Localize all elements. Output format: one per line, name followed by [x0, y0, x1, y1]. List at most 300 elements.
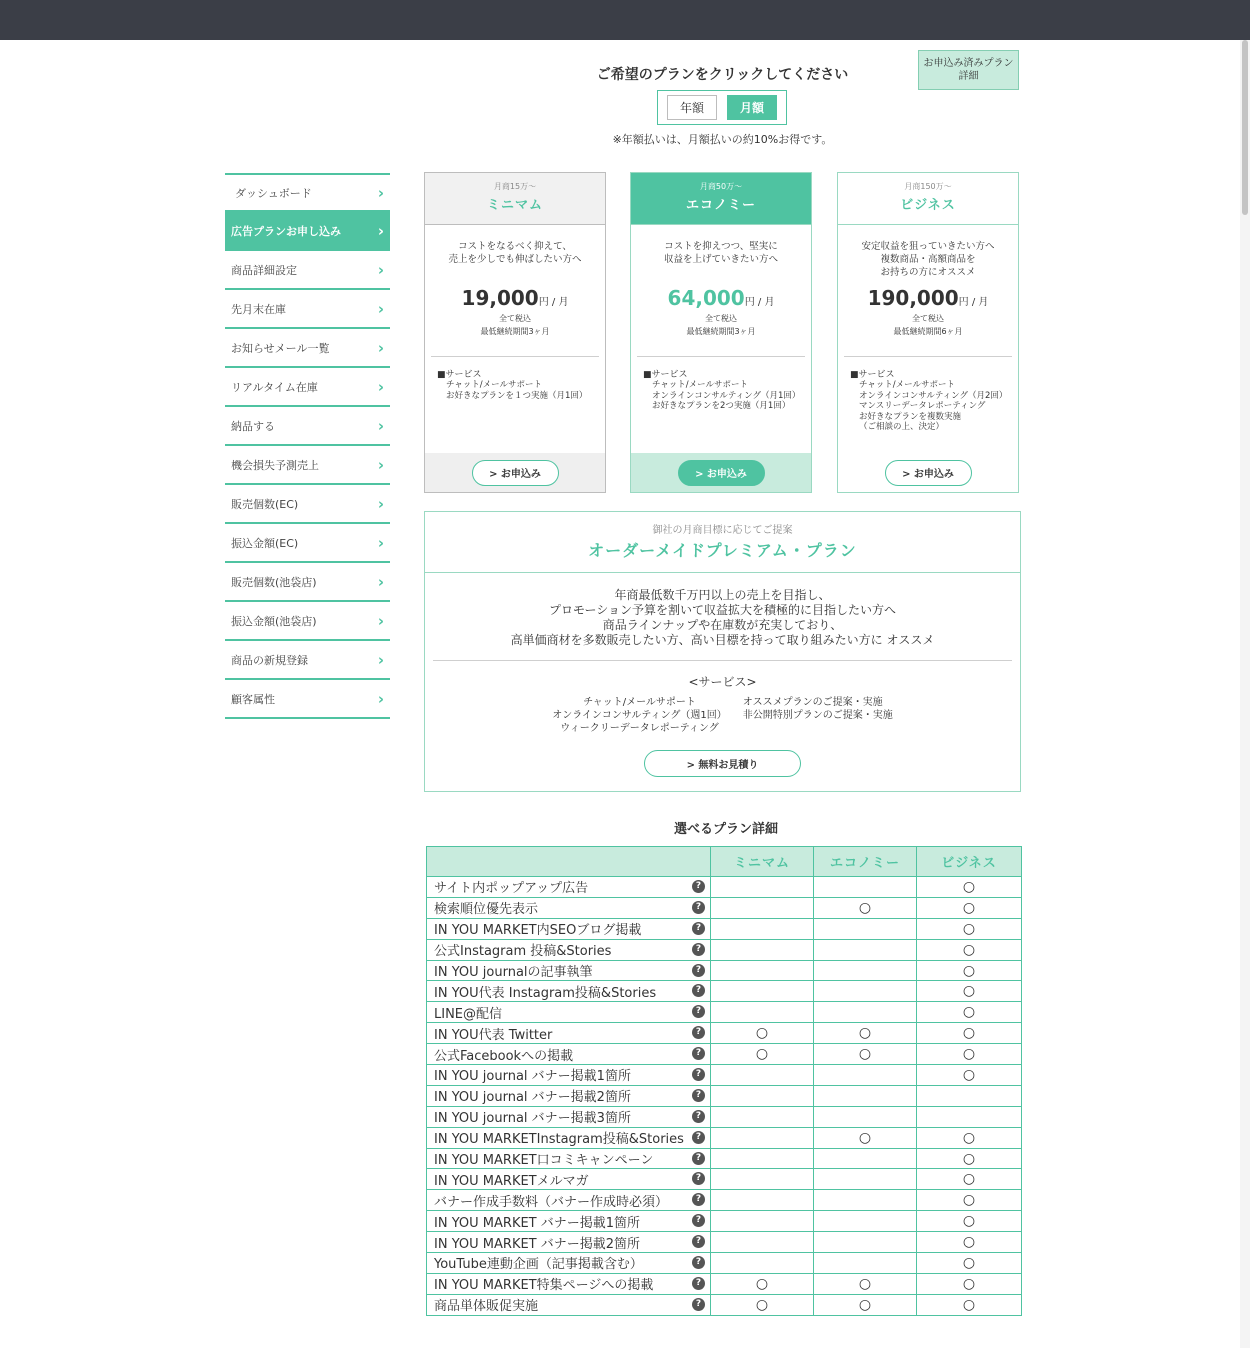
- feature-cell: [427, 918, 711, 939]
- applied-button-line-2: 詳細: [958, 71, 979, 82]
- availability-cell-economy: [814, 1044, 917, 1065]
- plan-name: ビジネス: [900, 198, 956, 213]
- sidebar-item[interactable]: [225, 290, 390, 329]
- table-row: [427, 939, 1022, 960]
- apply-button[interactable]: > お申込み: [678, 460, 765, 486]
- table-row: [427, 1106, 1022, 1127]
- help-icon[interactable]: ?: [692, 1298, 705, 1311]
- feature-label: LINE@配信: [434, 1006, 503, 1022]
- availability-cell-economy: [814, 1273, 917, 1294]
- availability-cell-minimum: [711, 1002, 814, 1023]
- plan-tax-info: [631, 312, 811, 338]
- feature-cell: [427, 939, 711, 960]
- plan-desc-line: コストを抑えつつ、堅実に: [664, 241, 778, 252]
- availability-cell-economy: [814, 1106, 917, 1127]
- included-mark: ○: [962, 983, 976, 1000]
- included-mark: ○: [962, 1234, 976, 1251]
- plan-service-item: マンスリーデータレポーティング: [859, 401, 986, 411]
- feature-cell: [427, 981, 711, 1002]
- sidebar-item-label: 広告プランお申し込み: [231, 224, 341, 238]
- feature-label: IN YOU代表 Instagram投稿&Stories: [434, 985, 657, 1001]
- table-row: [427, 1002, 1022, 1023]
- feature-cell: [427, 1106, 711, 1127]
- availability-cell-economy: [814, 1002, 917, 1023]
- availability-cell-minimum: [711, 897, 814, 918]
- help-icon[interactable]: ?: [692, 1047, 705, 1060]
- availability-cell-minimum: [711, 1273, 814, 1294]
- included-mark: ○: [962, 1046, 976, 1063]
- apply-button[interactable]: > お申込み: [472, 460, 559, 486]
- table-header-business: ビジネス: [917, 847, 1022, 877]
- feature-label: YouTube連動企画（記事掲載含む）: [434, 1257, 643, 1273]
- help-icon[interactable]: ?: [692, 984, 705, 997]
- feature-label: IN YOU journal バナー掲載3箇所: [434, 1111, 631, 1127]
- help-icon[interactable]: ?: [692, 1193, 705, 1206]
- premium-desc-line: 高単価商材を多数販売したい方、高い目標を持って取り組みたい方に オススメ: [510, 633, 935, 647]
- premium-services-col1: [552, 696, 727, 735]
- premium-service-item: オンラインコンサルティング（週1回）: [552, 710, 727, 721]
- help-icon[interactable]: ?: [692, 1068, 705, 1081]
- included-mark: ○: [962, 1004, 976, 1021]
- availability-cell-business: [917, 960, 1022, 981]
- availability-cell-economy: [814, 939, 917, 960]
- applied-button-line-1: お申込み済みプラン: [923, 58, 1014, 69]
- table-row: [427, 1044, 1022, 1065]
- sidebar-item[interactable]: [225, 173, 390, 212]
- availability-cell-economy: [814, 1169, 917, 1190]
- sidebar-item[interactable]: [225, 446, 390, 485]
- availability-cell-economy: [814, 897, 917, 918]
- sidebar-item-label: 商品の新規登録: [231, 653, 308, 667]
- plan-service-item: （ご相談の上、決定）: [859, 422, 945, 432]
- availability-cell-economy: [814, 960, 917, 981]
- availability-cell-business: [917, 1085, 1022, 1106]
- help-icon[interactable]: ?: [692, 1110, 705, 1123]
- plan-desc-line: 売上を少しでも伸ばしたい方へ: [448, 254, 582, 265]
- help-icon[interactable]: ?: [692, 1277, 705, 1290]
- plan-revenue-range: 月商150万〜: [904, 182, 952, 191]
- toggle-monthly[interactable]: 月額: [727, 95, 777, 120]
- availability-cell-economy: [814, 1065, 917, 1086]
- availability-cell-minimum: [711, 1211, 814, 1232]
- plan-card-business[interactable]: [837, 172, 1019, 493]
- feature-cell: [427, 1023, 711, 1044]
- sidebar-item-label: お知らせメール一覧: [231, 341, 330, 355]
- feature-cell: [427, 1253, 711, 1274]
- premium-desc-line: プロモーション予算を割いて収益拡大を積極的に目指したい方へ: [548, 603, 897, 617]
- plan-desc-line: お持ちの方にオススメ: [880, 267, 976, 278]
- plan-service-item: チャット/メールサポート: [859, 380, 955, 390]
- availability-cell-economy: [814, 1127, 917, 1148]
- included-mark: ○: [962, 1275, 976, 1292]
- applied-plan-details-button[interactable]: [918, 50, 1019, 90]
- help-icon[interactable]: ?: [692, 1005, 705, 1018]
- table-row: [427, 877, 1022, 898]
- sidebar-item-label: 先月末在庫: [231, 302, 286, 316]
- scrollbar-thumb[interactable]: [1242, 40, 1248, 215]
- included-mark: ○: [962, 1025, 976, 1042]
- help-icon[interactable]: ?: [692, 1131, 705, 1144]
- availability-cell-minimum: [711, 1148, 814, 1169]
- chevron-right-icon: ›: [377, 338, 384, 357]
- table-row: [427, 1253, 1022, 1274]
- table-row: [427, 960, 1022, 981]
- availability-cell-business: [917, 1065, 1022, 1086]
- plan-service-list: [437, 380, 605, 401]
- feature-cell: [427, 897, 711, 918]
- availability-cell-minimum: [711, 1190, 814, 1211]
- sidebar-item-label: 振込金額(EC): [231, 536, 299, 550]
- included-mark: ○: [962, 962, 976, 979]
- table-header-economy: エコノミー: [814, 847, 917, 877]
- sidebar-item-label: 販売個数(池袋店): [231, 575, 317, 589]
- sidebar-item[interactable]: [225, 602, 390, 641]
- sidebar-nav: [225, 173, 390, 719]
- availability-cell-minimum: [711, 1169, 814, 1190]
- included-mark: ○: [962, 920, 976, 937]
- chevron-right-icon: ›: [377, 416, 384, 435]
- availability-cell-minimum: [711, 1023, 814, 1044]
- feature-cell: [427, 1169, 711, 1190]
- plan-price-unit: 円 / 月: [744, 297, 775, 308]
- availability-cell-business: [917, 1127, 1022, 1148]
- feature-cell: [427, 1148, 711, 1169]
- availability-cell-business: [917, 1106, 1022, 1127]
- plan-desc-line: 複数商品・高額商品を: [880, 254, 976, 265]
- included-mark: ○: [962, 1192, 976, 1209]
- table-row: [427, 897, 1022, 918]
- availability-cell-economy: [814, 1023, 917, 1044]
- feature-cell: [427, 1232, 711, 1253]
- table-header-row: [427, 847, 1022, 877]
- chevron-right-icon: ›: [377, 689, 384, 708]
- availability-cell-minimum: [711, 939, 814, 960]
- feature-label: IN YOU MARKET特集ページへの掲載: [434, 1278, 654, 1294]
- sidebar-item[interactable]: [225, 212, 390, 251]
- plan-service-item: お好きなプランを１つ実施（月1回）: [446, 390, 588, 401]
- sidebar-item[interactable]: [225, 485, 390, 524]
- premium-service-item: オススメプランのご提案・実施: [742, 697, 883, 708]
- help-icon[interactable]: ?: [692, 964, 705, 977]
- availability-cell-economy: [814, 1294, 917, 1315]
- table-row: [427, 1169, 1022, 1190]
- availability-cell-economy: [814, 1211, 917, 1232]
- included-mark: ○: [962, 1254, 976, 1271]
- sidebar-item[interactable]: [225, 641, 390, 680]
- sidebar-item[interactable]: [225, 524, 390, 563]
- plan-description: [838, 240, 1018, 280]
- availability-cell-minimum: [711, 877, 814, 898]
- chevron-right-icon: ›: [377, 650, 384, 669]
- availability-cell-economy: [814, 981, 917, 1002]
- feature-cell: [427, 1044, 711, 1065]
- feature-label: IN YOU journal バナー掲載1箇所: [434, 1069, 631, 1085]
- availability-cell-business: [917, 939, 1022, 960]
- plan-price: [425, 286, 605, 310]
- availability-cell-business: [917, 918, 1022, 939]
- plan-name: エコノミー: [685, 198, 756, 213]
- feature-cell: [427, 960, 711, 981]
- plan-service-title: ■サービス: [643, 370, 688, 380]
- availability-cell-minimum: [711, 1065, 814, 1086]
- table-row: [427, 1273, 1022, 1294]
- plan-tax: 全て税込: [705, 314, 737, 323]
- plan-service-item: お好きなプランを2つ実施（月1回）: [652, 401, 791, 411]
- premium-plan-card[interactable]: [424, 511, 1021, 792]
- included-mark: ○: [755, 1275, 769, 1292]
- plan-service-title: ■サービス: [437, 370, 482, 380]
- chevron-right-icon: ›: [377, 299, 384, 318]
- sidebar-item[interactable]: [225, 368, 390, 407]
- availability-cell-economy: [814, 1190, 917, 1211]
- included-mark: ○: [858, 1296, 872, 1313]
- plan-description: [631, 240, 811, 280]
- plan-price-unit: 円 / 月: [538, 297, 569, 308]
- availability-cell-business: [917, 1148, 1022, 1169]
- premium-desc-line: 年商最低数千万円以上の売上を目指し、: [614, 588, 831, 602]
- included-mark: ○: [962, 1066, 976, 1083]
- chevron-right-icon: ›: [377, 533, 384, 552]
- premium-services-col2: [743, 696, 893, 735]
- availability-cell-business: [917, 897, 1022, 918]
- sidebar-item-label: ダッシュボード: [235, 186, 312, 200]
- availability-cell-minimum: [711, 960, 814, 981]
- help-icon[interactable]: ?: [692, 1089, 705, 1102]
- table-row: [427, 1190, 1022, 1211]
- help-icon[interactable]: ?: [692, 1026, 705, 1039]
- premium-service-item: チャット/メールサポート: [583, 697, 696, 708]
- help-icon[interactable]: ?: [692, 1235, 705, 1248]
- table-row: [427, 981, 1022, 1002]
- table-header-minimum: ミニマム: [711, 847, 814, 877]
- table-row: [427, 1023, 1022, 1044]
- table-row: [427, 1294, 1022, 1315]
- availability-cell-business: [917, 1232, 1022, 1253]
- help-icon[interactable]: ?: [692, 1152, 705, 1165]
- table-row: [427, 1065, 1022, 1086]
- premium-service-item: 非公開特別プランのご提案・実施: [742, 710, 893, 721]
- premium-desc-line: 商品ラインナップや在庫数が充実しており、: [602, 618, 843, 632]
- feature-label: 公式Instagram 投稿&Stories: [434, 944, 612, 960]
- sidebar-item[interactable]: [225, 251, 390, 290]
- feature-label: IN YOU MARKETメルマガ: [434, 1173, 589, 1189]
- help-icon[interactable]: ?: [692, 880, 705, 893]
- plan-desc-line: コストをなるべく抑えて、: [458, 241, 572, 252]
- plan-footer: [838, 453, 1018, 492]
- plan-min-period: 最低継続期間3ヶ月: [686, 327, 756, 336]
- availability-cell-business: [917, 1211, 1022, 1232]
- included-mark: ○: [962, 1296, 976, 1313]
- availability-cell-economy: [814, 918, 917, 939]
- feature-cell: [427, 1002, 711, 1023]
- chevron-right-icon: ›: [377, 455, 384, 474]
- discount-note: ※年額払いは、月額払いの約10%お得です。: [612, 133, 833, 146]
- availability-cell-business: [917, 1273, 1022, 1294]
- premium-description: [425, 588, 1020, 648]
- included-mark: ○: [858, 1025, 872, 1042]
- chevron-right-icon: ›: [377, 494, 384, 513]
- sidebar-item-label: 納品する: [231, 419, 275, 433]
- help-icon[interactable]: ?: [692, 1214, 705, 1227]
- plan-service-item: チャット/メールサポート: [446, 380, 542, 390]
- table-header-feature: [427, 847, 711, 877]
- chevron-right-icon: ›: [377, 611, 384, 630]
- feature-label: 公式Facebookへの掲載: [434, 1048, 574, 1064]
- availability-cell-business: [917, 1169, 1022, 1190]
- help-icon[interactable]: ?: [692, 901, 705, 914]
- plan-price: [631, 286, 811, 310]
- plan-revenue-range: 月商15万〜: [493, 182, 537, 191]
- chevron-right-icon: ›: [377, 221, 384, 240]
- feature-label: IN YOU MARKETInstagram投稿&Stories: [434, 1132, 684, 1148]
- apply-button[interactable]: > お申込み: [885, 460, 972, 486]
- plan-service-title: ■サービス: [850, 370, 895, 380]
- availability-cell-economy: [814, 1148, 917, 1169]
- sidebar-item-label: 機会損失予測売上: [231, 458, 319, 472]
- plan-services: [425, 357, 605, 401]
- plan-footer: [631, 453, 811, 492]
- plan-service-item: オンラインコンサルティング（月2回）: [859, 390, 1008, 401]
- plan-tax: 全て税込: [499, 314, 531, 323]
- included-mark: ○: [962, 1129, 976, 1146]
- availability-cell-minimum: [711, 1232, 814, 1253]
- plan-service-item: オンラインコンサルティング（月1回）: [652, 390, 801, 401]
- included-mark: ○: [962, 941, 976, 958]
- sidebar-item-label: 顧客属性: [231, 692, 275, 706]
- included-mark: ○: [858, 1046, 872, 1063]
- toggle-yearly[interactable]: 年額: [667, 95, 717, 120]
- premium-service-item: ウィークリーデータレポーティング: [560, 723, 719, 734]
- availability-cell-economy: [814, 1232, 917, 1253]
- availability-cell-business: [917, 877, 1022, 898]
- plan-price-unit: 円 / 月: [958, 297, 989, 308]
- feature-cell: [427, 1273, 711, 1294]
- help-icon[interactable]: ?: [692, 1172, 705, 1185]
- availability-cell-minimum: [711, 1127, 814, 1148]
- included-mark: ○: [858, 899, 872, 916]
- feature-cell: [427, 1294, 711, 1315]
- availability-cell-economy: [814, 1253, 917, 1274]
- plan-name: ミニマム: [486, 198, 543, 213]
- included-mark: ○: [962, 878, 976, 895]
- help-icon[interactable]: ?: [692, 1256, 705, 1269]
- feature-cell: [427, 1127, 711, 1148]
- plan-tax-info: [838, 312, 1018, 338]
- plan-detail-table: [426, 846, 1022, 1316]
- billing-toggle: [657, 90, 787, 125]
- plan-revenue-range: 月商50万〜: [699, 182, 743, 191]
- sidebar-item[interactable]: [225, 680, 390, 719]
- feature-label: IN YOU journalの記事執筆: [434, 965, 593, 980]
- table-row: [427, 1085, 1022, 1106]
- plan-tax: 全て税込: [912, 314, 944, 323]
- plan-service-item: チャット/メールサポート: [652, 380, 748, 390]
- feature-cell: [427, 1190, 711, 1211]
- premium-subtitle: 御社の月商目標に応じてご提案: [652, 525, 793, 536]
- scrollbar[interactable]: [1240, 40, 1250, 1348]
- sidebar-item-label: 商品詳細設定: [231, 263, 297, 277]
- availability-cell-business: [917, 981, 1022, 1002]
- chevron-right-icon: ›: [377, 183, 384, 202]
- availability-cell-business: [917, 1023, 1022, 1044]
- plan-min-period: 最低継続期間6ヶ月: [893, 327, 963, 336]
- availability-cell-business: [917, 1190, 1022, 1211]
- included-mark: ○: [858, 1275, 872, 1292]
- premium-header: [425, 512, 1020, 573]
- included-mark: ○: [962, 1171, 976, 1188]
- plan-price: [838, 286, 1018, 310]
- premium-services: [425, 696, 1020, 735]
- availability-cell-business: [917, 1044, 1022, 1065]
- feature-cell: [427, 1065, 711, 1086]
- feature-label: IN YOU journal バナー掲載2箇所: [434, 1090, 631, 1106]
- feature-label: IN YOU MARKET口コミキャンペーン: [434, 1153, 654, 1169]
- availability-cell-business: [917, 1253, 1022, 1274]
- table-row: [427, 1127, 1022, 1148]
- availability-cell-minimum: [711, 981, 814, 1002]
- plan-card-economy[interactable]: [630, 172, 812, 493]
- plan-desc-line: 収益を上げていきたい方へ: [663, 254, 778, 265]
- feature-label: サイト内ポップアップ広告: [434, 881, 589, 897]
- chevron-right-icon: ›: [377, 572, 384, 591]
- included-mark: ○: [755, 1025, 769, 1042]
- feature-label: 検索順位優先表示: [434, 902, 539, 918]
- chevron-right-icon: ›: [377, 377, 384, 396]
- plan-service-list: [850, 380, 1018, 433]
- premium-title: オーダーメイドプレミアム・プラン: [588, 541, 857, 560]
- plan-detail-title: 選べるプラン詳細: [673, 822, 778, 837]
- plan-footer: [425, 453, 605, 492]
- included-mark: ○: [755, 1046, 769, 1063]
- feature-label: IN YOU MARKET バナー掲載2箇所: [434, 1236, 641, 1252]
- included-mark: ○: [962, 1213, 976, 1230]
- feature-cell: [427, 877, 711, 898]
- plan-service-list: [643, 380, 811, 412]
- feature-label: IN YOU MARKET バナー掲載1箇所: [434, 1215, 641, 1231]
- sidebar-item-label: リアルタイム在庫: [231, 380, 318, 394]
- plan-service-item: お好きなプランを複数実施: [859, 411, 962, 422]
- feature-label: バナー作成手数料（バナー作成時必須）: [434, 1194, 669, 1210]
- sidebar-item[interactable]: [225, 563, 390, 602]
- sidebar-item[interactable]: [225, 329, 390, 368]
- table-row: [427, 1232, 1022, 1253]
- availability-cell-minimum: [711, 1253, 814, 1274]
- plan-desc-line: 安定収益を狙っていきたい方へ: [861, 241, 995, 252]
- included-mark: ○: [755, 1296, 769, 1313]
- availability-cell-minimum: [711, 1294, 814, 1315]
- availability-cell-minimum: [711, 1044, 814, 1065]
- plan-price-value: 64,000: [667, 286, 745, 310]
- plan-header: [631, 173, 811, 225]
- page-title: ご希望のプランをクリックしてください: [596, 67, 849, 83]
- table-row: [427, 918, 1022, 939]
- availability-cell-minimum: [711, 1085, 814, 1106]
- plan-card-minimum[interactable]: [424, 172, 606, 493]
- sidebar-item[interactable]: [225, 407, 390, 446]
- table-row: [427, 1211, 1022, 1232]
- availability-cell-business: [917, 1002, 1022, 1023]
- help-icon[interactable]: ?: [692, 922, 705, 935]
- plan-min-period: 最低継続期間3ヶ月: [480, 327, 550, 336]
- availability-cell-minimum: [711, 1106, 814, 1127]
- feature-label: 商品単体販促実施: [434, 1299, 539, 1315]
- help-icon[interactable]: ?: [692, 943, 705, 956]
- premium-divider: [433, 660, 1012, 661]
- top-bar: [0, 0, 1250, 40]
- free-estimate-button[interactable]: > 無料お見積り: [644, 750, 801, 777]
- plan-price-value: 19,000: [461, 286, 539, 310]
- feature-cell: [427, 1211, 711, 1232]
